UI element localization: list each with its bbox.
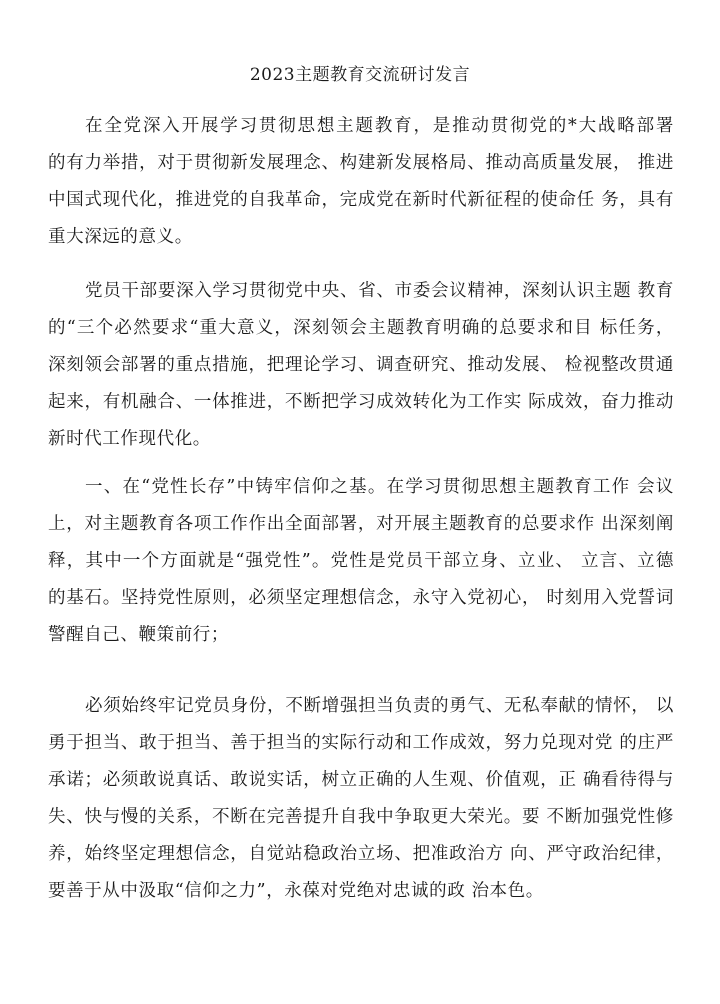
paragraph-1-line-2: 的有力举措，对于贯彻新发展理念、构建新发展格局、推动高质量发展， 推进 bbox=[48, 153, 674, 173]
paragraph-4-line-4: 失、快与慢的关系，不断在完善提升自我中争取更大荣光。要 不断加强党性修 bbox=[48, 807, 674, 827]
paragraph-1-line-4: 重大深远的意义。 bbox=[48, 227, 193, 247]
paragraph-3-line-1: 一、在“党性长存”中铸牢信仰之基。在学习贯彻思想主题教育工作 会议 bbox=[85, 477, 674, 497]
paragraph-3-line-3: 释，其中一个方面就是“强党性”。党性是党员干部立身、立业、 立言、立德 bbox=[48, 551, 674, 571]
paragraph-4-line-5: 养，始终坚定理想信念，自觉站稳政治立场、把准政治方 向、严守政治纪律， bbox=[48, 844, 674, 864]
paragraph-2-line-1: 党员干部要深入学习贯彻党中央、省、市委会议精神，深刻认识主题 教育 bbox=[85, 281, 674, 301]
paragraph-3-line-4: 的基石。坚持党性原则，必须坚定理想信念，永守入党初心， 时刻用入党誓词 bbox=[48, 588, 674, 608]
document-title: 2023主题教育交流研讨发言 bbox=[249, 65, 471, 85]
paragraph-1-line-1: 在全党深入开展学习贯彻思想主题教育，是推动贯彻党的*大战略部署 bbox=[85, 116, 674, 136]
paragraph-2-line-2: 的“三个必然要求“重大意义，深刻领会主题教育明确的总要求和目 标任务， bbox=[48, 318, 674, 338]
paragraph-4-line-3: 承诺；必须敢说真话、敢说实话，树立正确的人生观、价值观，正 确看待得与 bbox=[48, 770, 674, 790]
paragraph-3-line-2: 上，对主题教育各项工作作出全面部署，对开展主题教育的总要求作 出深刻阐 bbox=[48, 514, 674, 534]
paragraph-4-line-6: 要善于从中汲取“信仰之力”，永葆对党绝对忠诚的政 治本色。 bbox=[48, 881, 544, 901]
paragraph-4-line-1: 必须始终牢记党员身份，不断增强担当负责的勇气、无私奉献的情怀， 以 bbox=[85, 696, 674, 716]
paragraph-1-line-3: 中国式现代化，推进党的自我革命，完成党在新时代新征程的使命任 务，具有 bbox=[48, 190, 674, 210]
paragraph-3-line-5: 警醒自己、鞭策前行； bbox=[48, 625, 229, 645]
paragraph-2-line-3: 深刻领会部署的重点措施，把理论学习、调查研究、推动发展、 检视整改贯通 bbox=[48, 355, 674, 375]
paragraph-2-line-5: 新时代工作现代化。 bbox=[48, 429, 211, 449]
paragraph-4-line-2: 勇于担当、敢于担当、善于担当的实际行动和工作成效，努力兑现对党 的庄严 bbox=[48, 733, 674, 753]
paragraph-2-line-4: 起来，有机融合、一体推进，不断把学习成效转化为工作实 际成效，奋力推动 bbox=[48, 392, 674, 412]
